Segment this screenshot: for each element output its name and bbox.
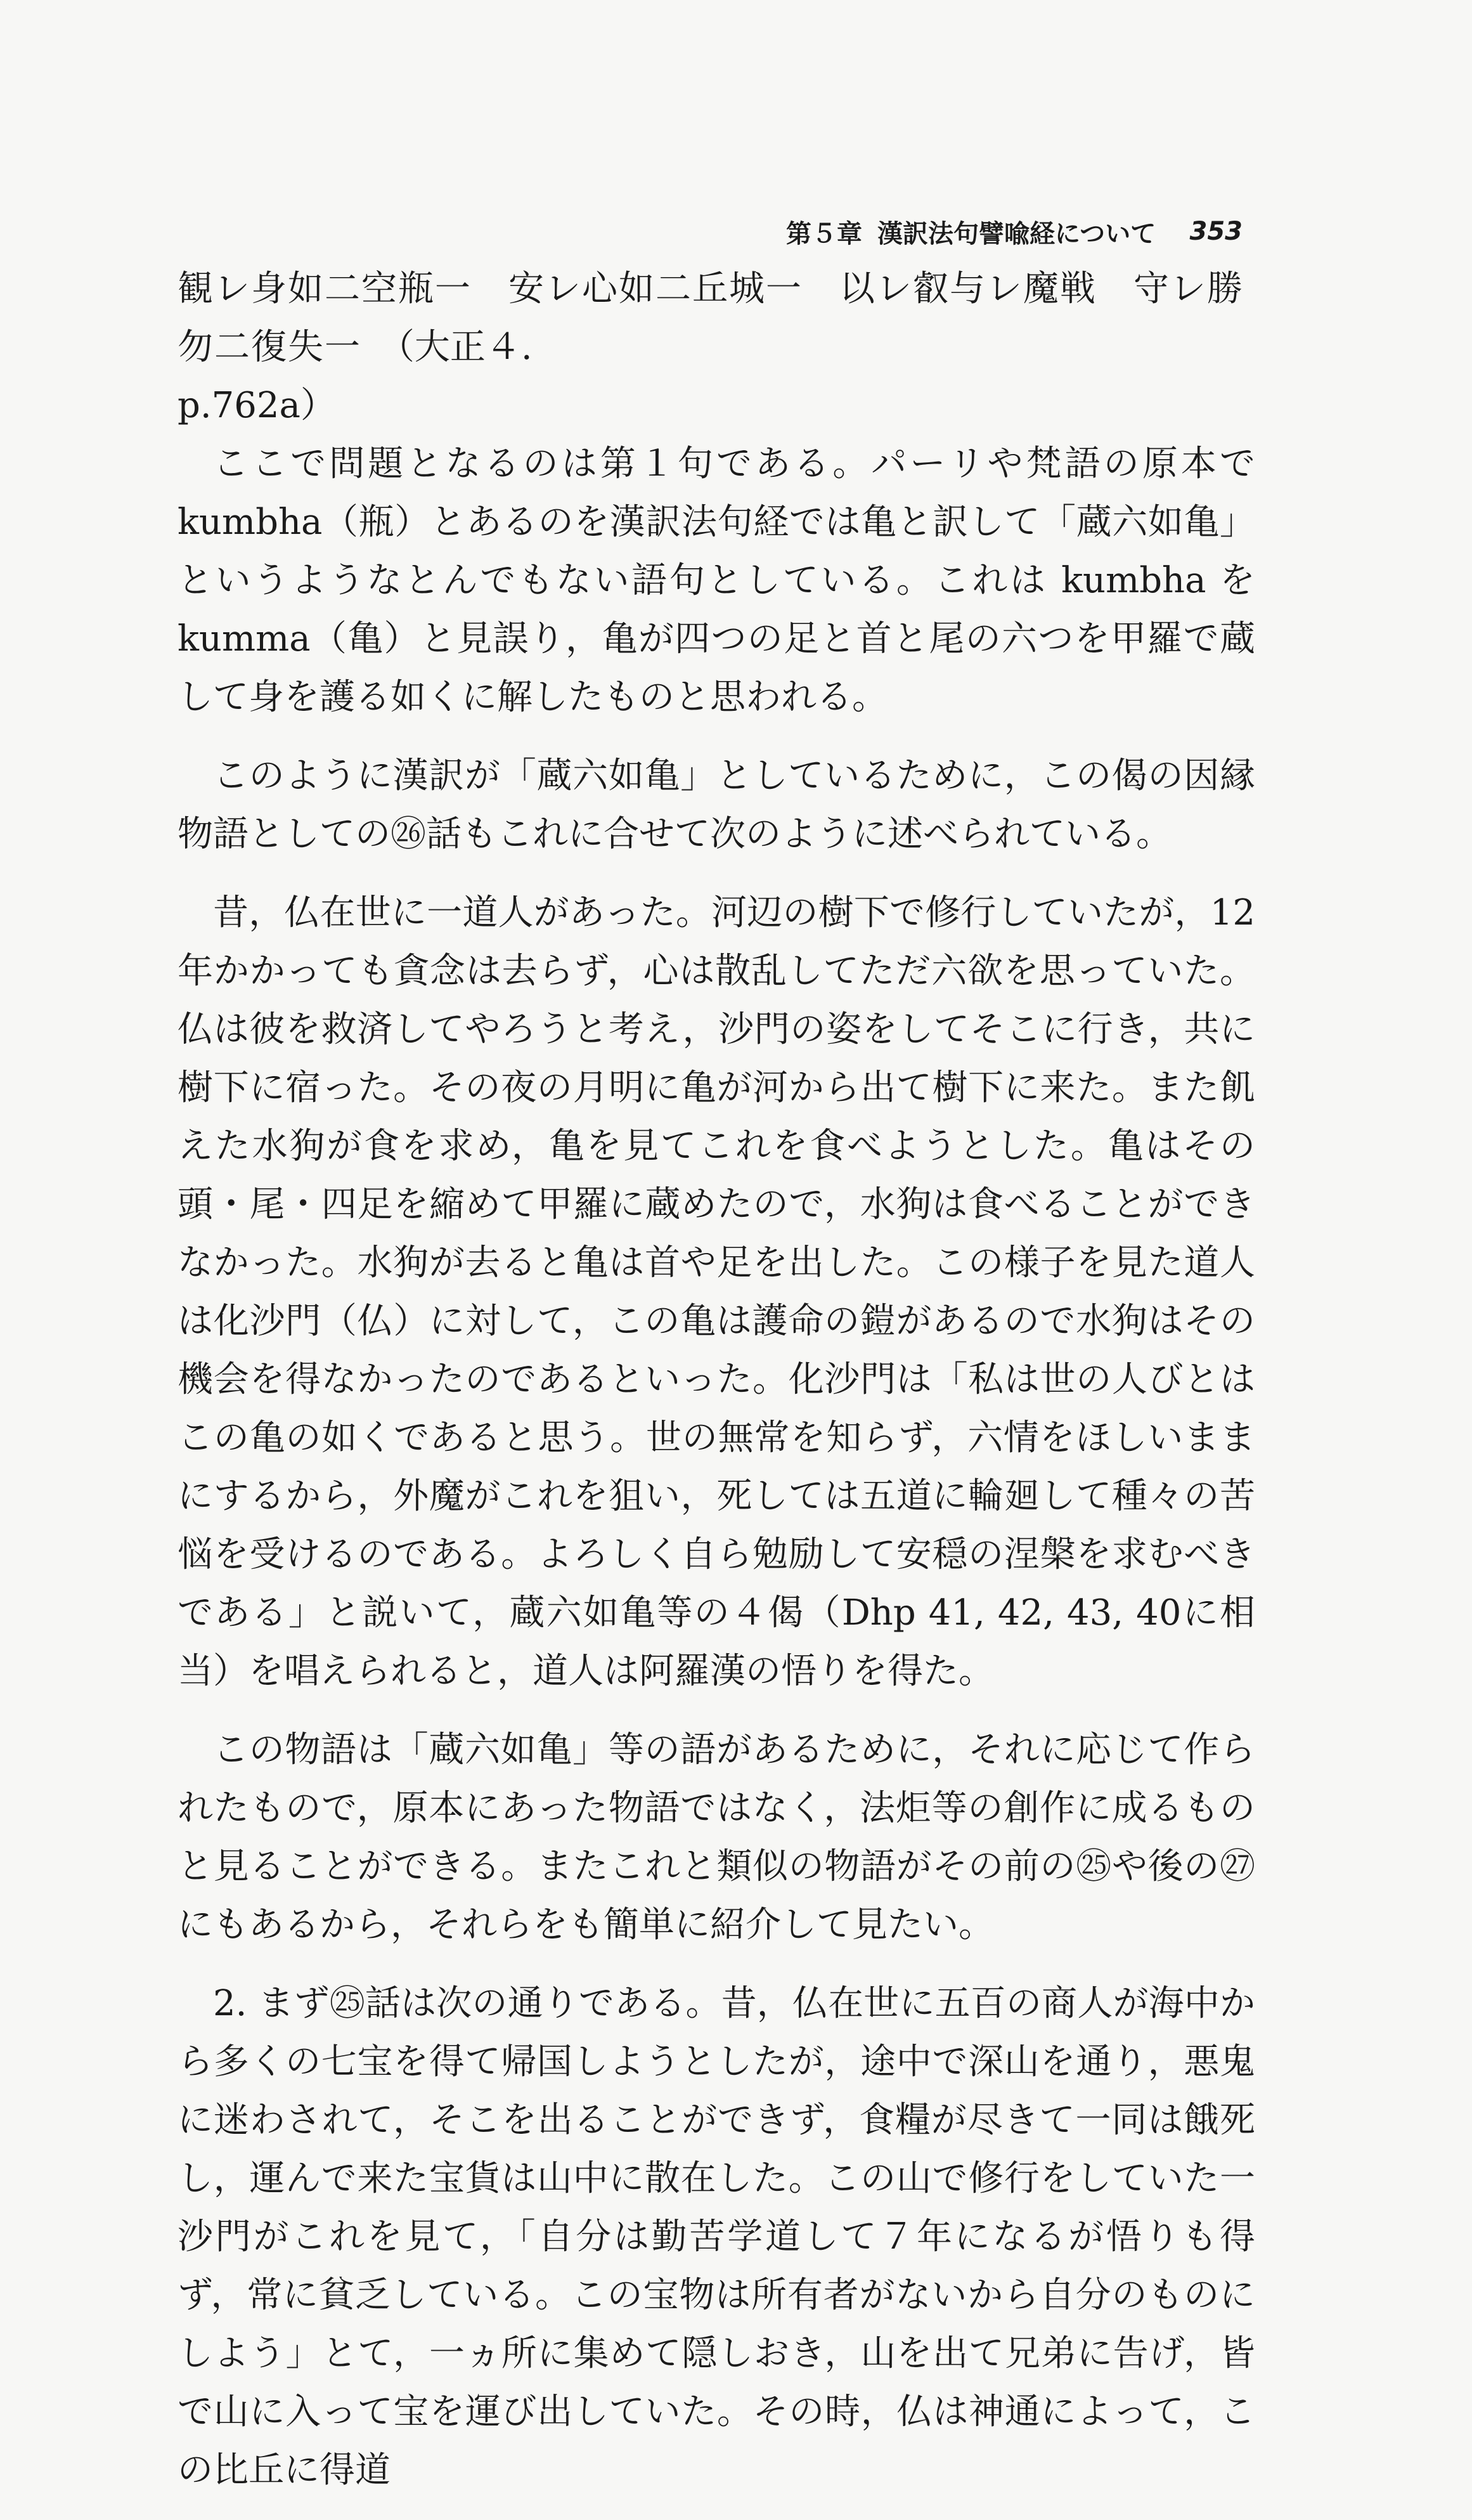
paragraph-2: このように漢訳が「蔵六如亀」としているために，この偈の因縁物語としての㉖話もこれに合せて次のように述べられている。 xyxy=(178,755,1255,855)
verse-text: 観レ身如二空瓶一 安レ心如二丘城一 以レ叡与レ魔戦 守レ勝勿二復失一 xyxy=(178,268,1244,368)
verse-quote xyxy=(178,260,1255,435)
verse-reference-continued: p.762a） xyxy=(178,385,336,426)
paragraph-1: ここで問題となるのは第１句である。パーリや梵語の原本で kumbha（瓶）とあるのを漢訳法句経では亀と訳して「蔵六如亀」というようなとんでもない語句としている。これは kumbha を kumma（亀）と見誤り，亀が四つの足と首と尾の六つを甲羅で蔵して身を護る如くに解したものと思われる。 xyxy=(178,443,1255,718)
chapter-label: 第５章 xyxy=(786,219,862,249)
page-body xyxy=(178,260,1255,2520)
paragraph-5: 2. まず㉕話は次の通りである。昔，仏在世に五百の商人が海中から多くの七宝を得て帰国しようとしたが，途中で深山を通り，悪鬼に迷わされて，そこを出ることができず，食糧が尽きて一同は餓死し，運んで来た宝貨は山中に散在した。この山で修行をしていた一沙門がこれを見て，「自分は勤苦学道して７年になるが悟りも得ず，常に貧乏している。この宝物は所有者がないから自分のものにしよう」とて，一ヵ所に集めて隠しおき，山を出て兄弟に告げ，皆で山に入って宝を運び出していた。その時，仏は神通によって，この比丘に得道 xyxy=(178,1983,1255,2491)
chapter-title: 漢訳法句譬喩経について xyxy=(877,219,1156,249)
paragraph-3: 昔，仏在世に一道人があった。河辺の樹下で修行していたが，12年かかっても貪念は去らず，心は散乱してただ六欲を思っていた。仏は彼を救済してやろうと考え，沙門の姿をしてそこに行き，共に樹下に宿った。その夜の月明に亀が河から出て樹下に来た。また飢えた水狗が食を求め，亀を見てこれを食べようとした。亀はその頭・尾・四足を縮めて甲羅に蔵めたので，水狗は食べることができなかった。水狗が去ると亀は首や足を出した。この様子を見た道人は化沙門（仏）に対して，この亀は護命の鎧があるので水狗はその機会を得なかったのであるといった。化沙門は「私は世の人びとはこの亀の如くであると思う。世の無常を知らず，六情をほしいままにするから，外魔がこれを狙い，死しては五道に輪廻して種々の苦悩を受けるのである。よろしく自ら勉励して安穏の涅槃を求むべきである」と説いて，蔵六如亀等の４偈（Dhp 41, 42, 43, 40に相当）を唱えられると，道人は阿羅漢の悟りを得た。 xyxy=(178,892,1256,1692)
paragraph-4: この物語は「蔵六如亀」等の語があるために，それに応じて作られたもので，原本にあった物語ではなく，法炬等の創作に成るものと見ることができる。またこれと類似の物語がその前の㉕や後の㉗にもあるから，それらをも簡単に紹介して見たい。 xyxy=(178,1729,1256,1945)
verse-reference: （大正４. xyxy=(378,327,533,368)
page-number: 353 xyxy=(1189,217,1243,246)
running-header xyxy=(786,209,1243,254)
